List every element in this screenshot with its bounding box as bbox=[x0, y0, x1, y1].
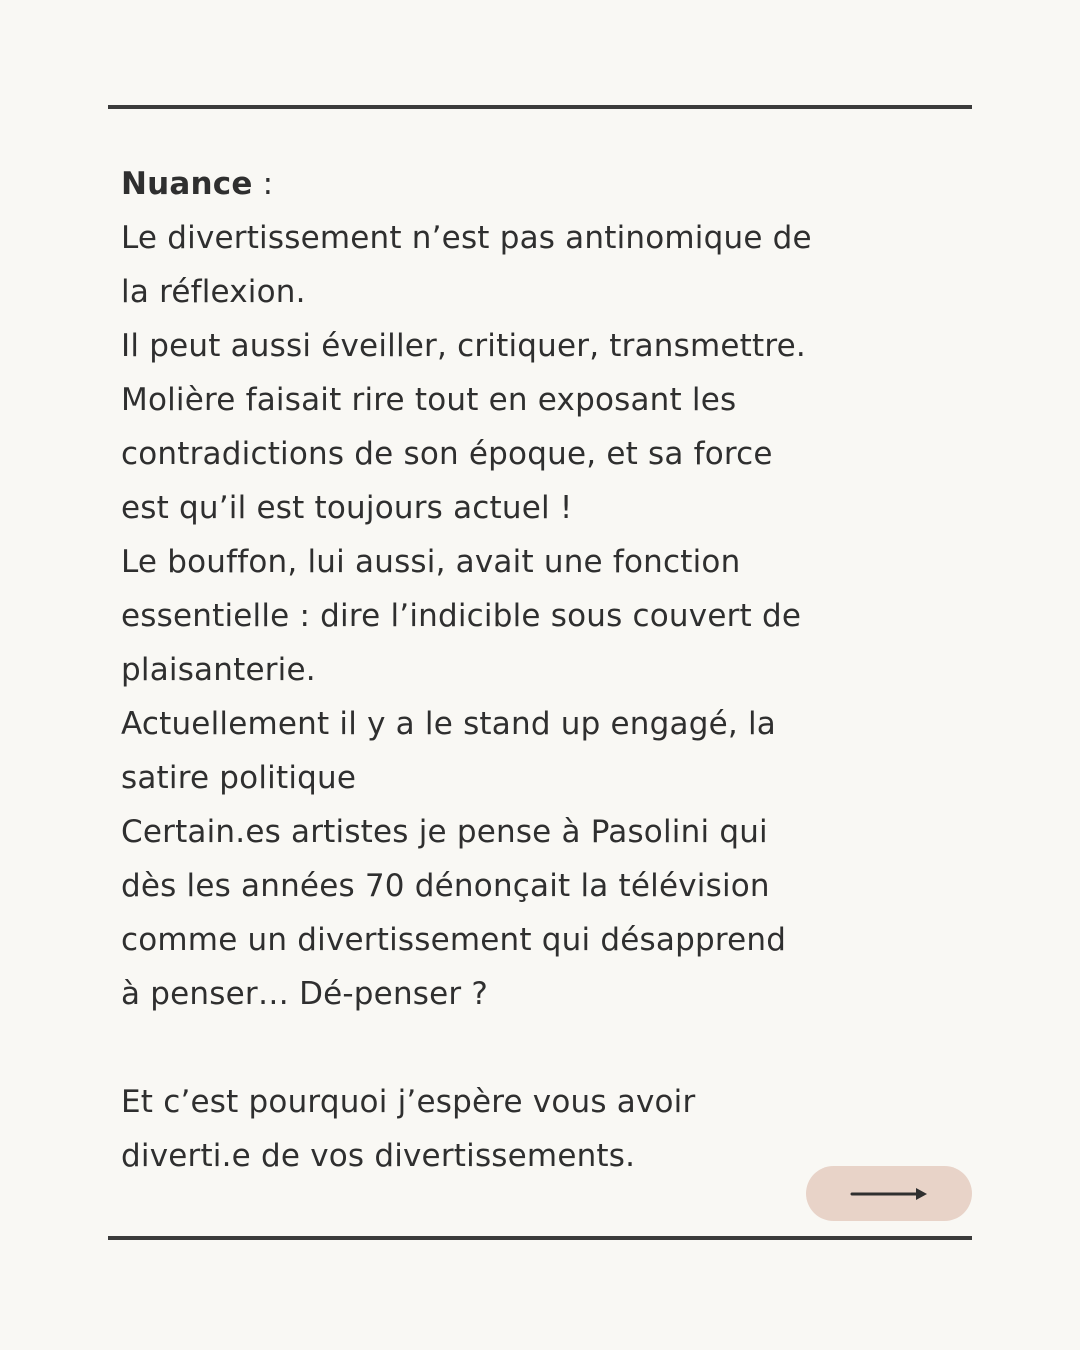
body-line: Le bouffon, lui aussi, avait une fonction bbox=[121, 544, 741, 580]
body-line: à penser… Dé-penser ? bbox=[121, 976, 489, 1012]
heading-line bbox=[121, 157, 951, 211]
body-line: la réflexion. bbox=[121, 274, 306, 310]
body-line: Actuellement il y a le stand up engagé, la bbox=[121, 706, 776, 742]
paragraph-spacer bbox=[121, 1021, 951, 1075]
slide-text bbox=[121, 157, 951, 1183]
closing-line: diverti.e de vos divertissements. bbox=[121, 1138, 636, 1174]
body-line: Molière faisait rire tout en exposant les bbox=[121, 382, 737, 418]
heading-suffix: : bbox=[252, 166, 274, 202]
body-line: essentielle : dire l’indicible sous couvert de bbox=[121, 598, 802, 634]
body-line: contradictions de son époque, et sa force bbox=[121, 436, 773, 472]
bottom-divider bbox=[108, 1236, 972, 1240]
body-line: Il peut aussi éveiller, critiquer, transmettre. bbox=[121, 328, 806, 364]
body-line: est qu’il est toujours actuel ! bbox=[121, 490, 573, 526]
body-line: Certain.es artistes je pense à Pasolini qui bbox=[121, 814, 768, 850]
arrow-right-icon bbox=[850, 1186, 928, 1202]
top-divider bbox=[108, 105, 972, 109]
next-slide-button[interactable] bbox=[806, 1166, 972, 1221]
body-line: plaisanterie. bbox=[121, 652, 316, 688]
closing-line: Et c’est pourquoi j’espère vous avoir bbox=[121, 1084, 696, 1120]
body-line: dès les années 70 dénonçait la télévision bbox=[121, 868, 770, 904]
body-line: comme un divertissement qui désapprend bbox=[121, 922, 787, 958]
body-line: Le divertissement n’est pas antinomique de bbox=[121, 220, 812, 256]
body-line: satire politique bbox=[121, 760, 357, 796]
heading-word: Nuance bbox=[121, 166, 253, 202]
